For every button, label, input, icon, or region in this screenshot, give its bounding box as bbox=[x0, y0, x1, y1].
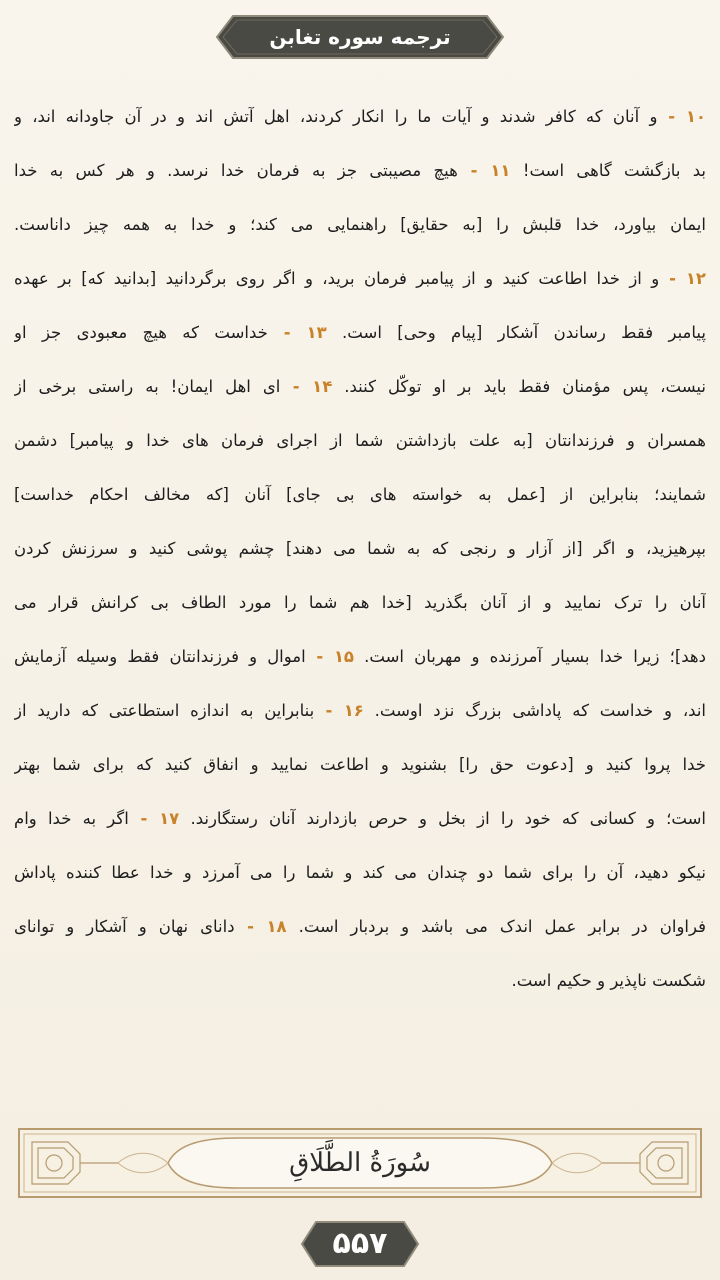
verse-text: اند، و خداست که پاداشی بزرگ نزد اوست. bbox=[363, 701, 706, 720]
text-line bbox=[14, 846, 706, 900]
verse-text: بپرهیزید، و اگر [از آزار و رنجی که به شما می دهند] چشم پوشی کنید و سرزنش کردن bbox=[14, 539, 706, 558]
verse-text: و از خدا اطاعت کنید و از پیامبر فرمان برید، و اگر روی برگردانید [بدانید که] بر عهده bbox=[14, 269, 660, 288]
text-line bbox=[14, 792, 706, 846]
text-line bbox=[14, 468, 706, 522]
verse-text: اگر به خدا وام bbox=[14, 809, 129, 828]
verse-number: ۱۸ - bbox=[234, 917, 287, 936]
translation-text-block bbox=[14, 90, 706, 1008]
text-line bbox=[14, 252, 706, 306]
text-line bbox=[14, 360, 706, 414]
verse-text: اموال و فرزندانتان فقط وسیله آزمایش bbox=[14, 647, 306, 666]
verse-text: فراوان در برابر عمل اندک می باشد و بردبار است. bbox=[286, 917, 706, 936]
verse-text: آنان را ترک نمایید و از آنان بگذرید [خدا هم شما را مورد الطاف بی کرانش قرار می bbox=[14, 593, 706, 612]
verse-number: ۱۵ - bbox=[305, 647, 354, 666]
next-surah-name: سُورَةُ الطَّلَاقِ bbox=[289, 1148, 431, 1178]
text-line bbox=[14, 738, 706, 792]
page-number: ۵۵۷ bbox=[332, 1226, 388, 1261]
verse-number: ۱۰ - bbox=[657, 107, 706, 126]
verse-text: هیچ مصیبتی جز به فرمان خدا نرسد. و هر کس به خدا bbox=[14, 161, 458, 180]
verse-text: شمایند؛ بنابراین از [عمل به خواسته های بی جای] آنان [که مخالف احکام خداست] bbox=[14, 485, 706, 504]
text-line bbox=[14, 414, 706, 468]
verse-number: ۱۲ - bbox=[659, 269, 706, 288]
surah-title-header bbox=[0, 14, 720, 64]
text-line bbox=[14, 684, 706, 738]
verse-text: ایمان بیاورد، خدا قلبش را [به حقایق] راهنمایی می کند؛ و خدا به همه چیز داناست. bbox=[14, 215, 706, 234]
verse-number: ۱۳ - bbox=[267, 323, 327, 342]
text-line bbox=[14, 954, 706, 1008]
text-line bbox=[14, 90, 706, 144]
text-line bbox=[14, 576, 706, 630]
text-line bbox=[14, 198, 706, 252]
verse-number: ۱۴ - bbox=[280, 377, 333, 396]
verse-text: دهد]؛ زیرا خدا بسیار آمرزنده و مهربان است. bbox=[354, 647, 706, 666]
text-line bbox=[14, 306, 706, 360]
verse-text: است؛ و کسانی که خود را از بخل و حرص بازدارند آنان رستگارند. bbox=[179, 809, 706, 828]
verse-text: نیکو دهید، آن را برای شما دو چندان می کند و شما را می آمرزد و خدا عطا کننده پاداش bbox=[14, 863, 706, 882]
verse-text: شکست ناپذیر و حکیم است. bbox=[511, 971, 706, 990]
verse-number: ۱۱ - bbox=[457, 161, 511, 180]
text-line bbox=[14, 630, 706, 684]
verse-text: همسران و فرزندانتان [به علت بازداشتن شما از اجرای فرمان های خدا و پیامبر] دشمن bbox=[14, 431, 706, 450]
verse-number: ۱۷ - bbox=[128, 809, 180, 828]
text-line bbox=[14, 900, 706, 954]
verse-text: خداست که هیچ معبودی جز او bbox=[14, 323, 268, 342]
verse-text: پیامبر فقط رساندن آشکار [پیام وحی] است. bbox=[326, 323, 706, 342]
verse-text: خدا پروا کنید و [دعوت حق را] بشنوید و اطاعت نمایید و انفاق کنید که برای شما بهتر bbox=[14, 755, 706, 774]
verse-text: بد بازگشت گاهی است! bbox=[510, 161, 706, 180]
verse-text: دانای نهان و آشکار و توانای bbox=[14, 917, 235, 936]
verse-text: نیست، پس مؤمنان فقط باید بر او توکّل کنند. bbox=[332, 377, 706, 396]
verse-text: ای اهل ایمان! به راستی برخی از bbox=[14, 377, 281, 396]
verse-text: و آنان که کافر شدند و آیات ما را انکار کردند، اهل آتش اند و در آن جاودانه اند، و bbox=[14, 107, 658, 126]
text-line bbox=[14, 144, 706, 198]
text-line bbox=[14, 522, 706, 576]
verse-number: ۱۶ - bbox=[314, 701, 364, 720]
verse-text: بنابراین به اندازه استطاعتی که دارید از bbox=[14, 701, 315, 720]
page-title: ترجمه سوره تغابن bbox=[269, 25, 451, 49]
